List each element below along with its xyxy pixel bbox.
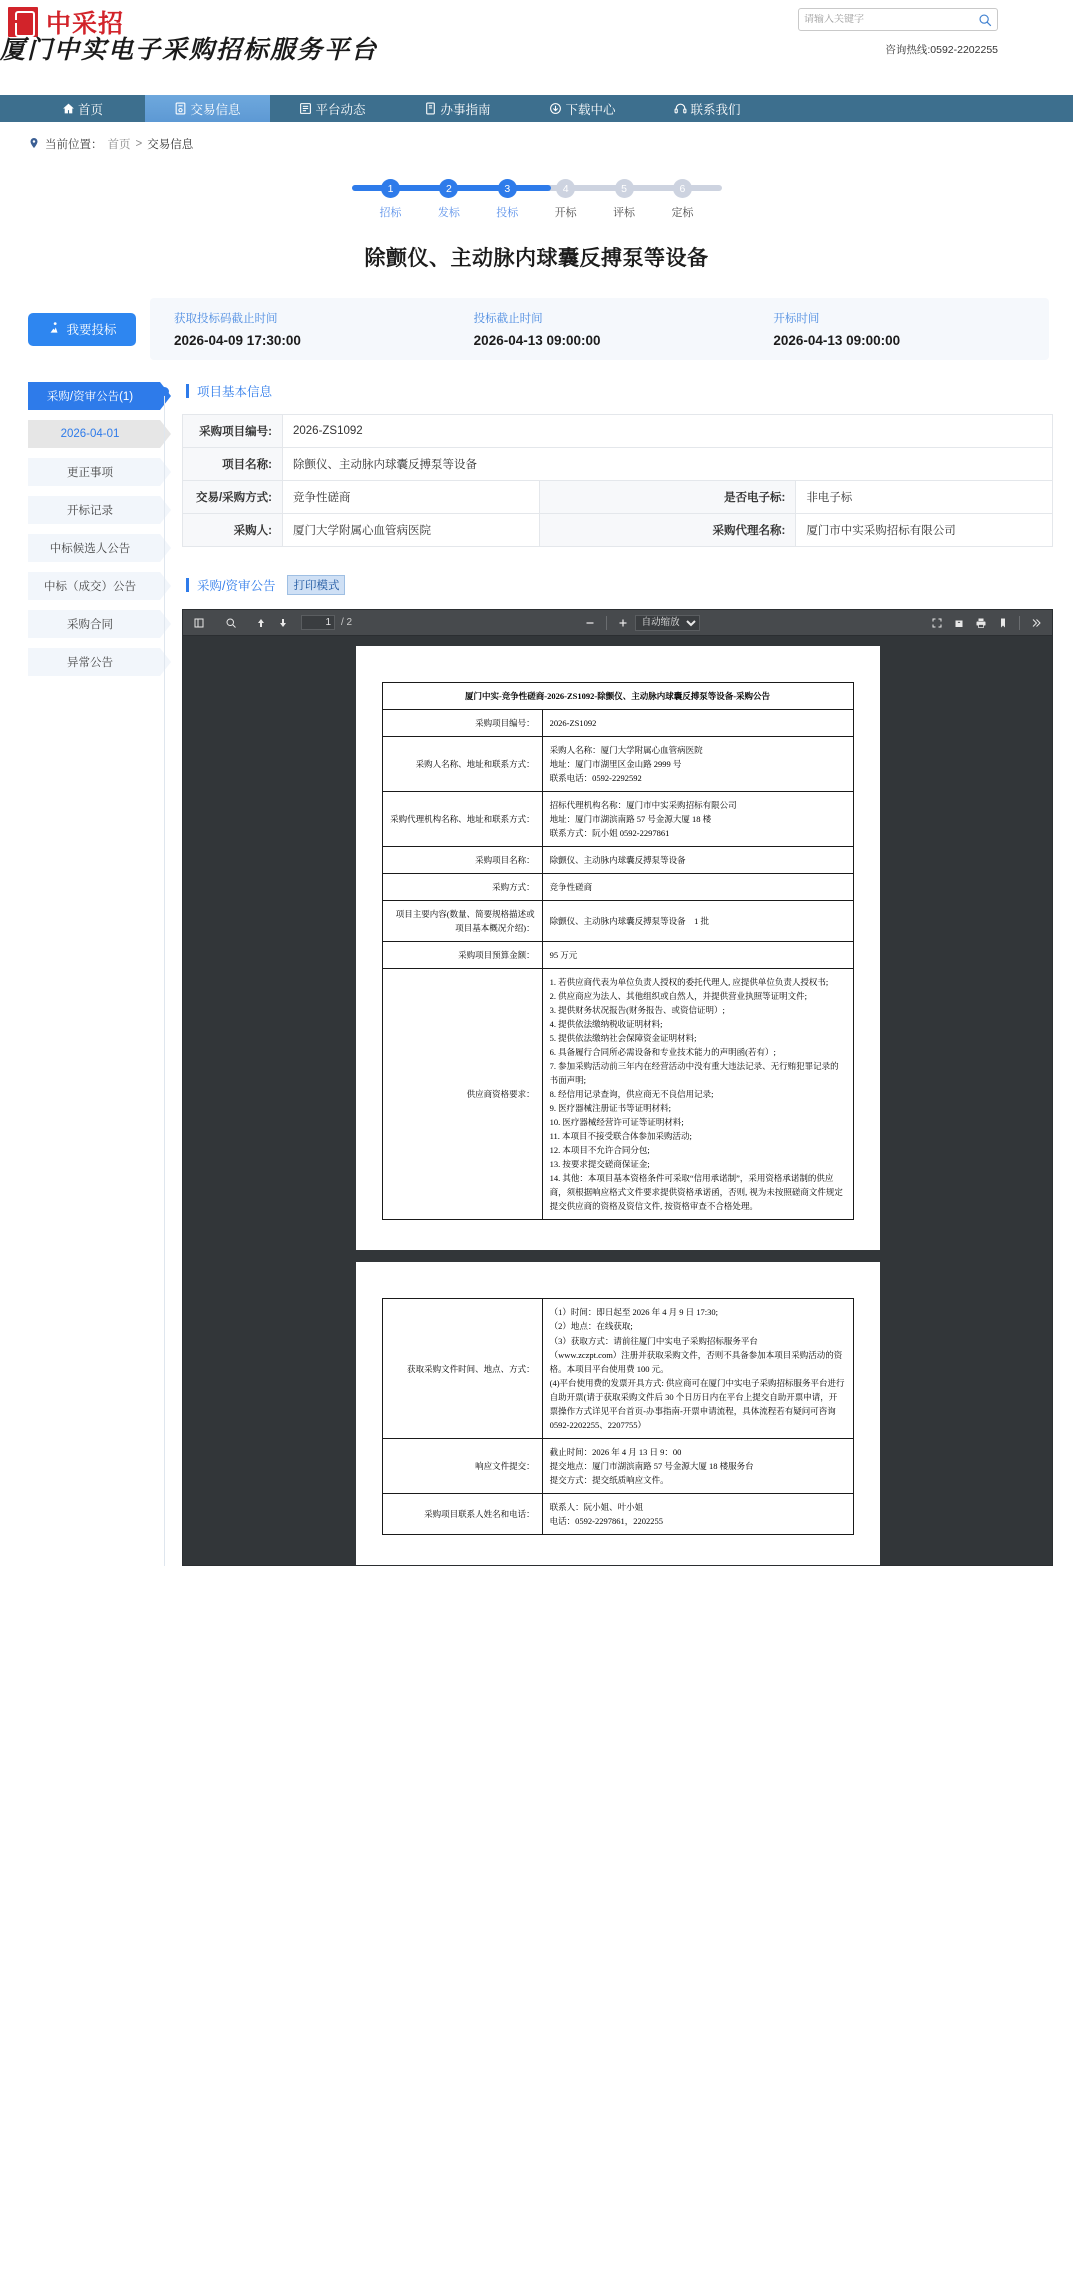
pdf-page-2	[356, 1262, 880, 1564]
step-label: 发标	[437, 207, 460, 219]
bid-action-bar	[0, 298, 1073, 360]
step-number: 2	[439, 179, 458, 198]
step-number: 6	[673, 179, 692, 198]
info-key: 采购项目编号:	[183, 415, 283, 448]
doc-key: 项目主要内容(数量、简要规格描述或项目基本概况介绍)：	[382, 901, 542, 942]
doc-line: 8. 经信用记录查询，供应商无不良信用记录;	[549, 1089, 714, 1100]
doc-line: 提交地点：厦门市湖滨南路 57 号金源大厦 18 楼服务台	[549, 1460, 754, 1471]
doc-value	[542, 847, 853, 874]
announcement-table-page1	[382, 682, 854, 1220]
project-basic-info-table	[182, 414, 1053, 547]
doc-line: 2. 供应商应为法人、其他组织或自然人，并提供营业执照等证明文件;	[549, 991, 807, 1002]
doc-line: （3）获取方式：请前往厦门中实电子采购招标服务平台	[549, 1335, 758, 1346]
pdf-page-total: / 2	[341, 617, 353, 628]
doc-line: 2026-ZS1092	[549, 718, 597, 729]
pdf-page-1	[356, 646, 880, 1250]
toolbar-divider	[1019, 616, 1020, 630]
info-key: 采购人:	[183, 514, 283, 547]
page-title: 除颤仪、主动脉内球囊反搏泵等设备	[364, 247, 709, 270]
nav-label: 联系我们	[690, 102, 741, 117]
step-number: 3	[498, 179, 517, 198]
info-value: 除颤仪、主动脉内球囊反搏泵等设备	[283, 448, 1053, 481]
content-area	[0, 382, 1073, 1566]
nav-item-guide[interactable]	[395, 95, 520, 122]
timeline-dot-icon	[160, 387, 169, 396]
nav-label: 平台动态	[315, 102, 366, 117]
nav-item-platform-news[interactable]	[270, 95, 395, 122]
info-value: 2026-ZS1092	[283, 415, 1053, 448]
toolbar-divider	[606, 616, 607, 630]
pdf-scroll-area[interactable]	[183, 636, 1052, 1565]
doc-line: 联系人：阮小姐、叶小姐	[549, 1501, 644, 1512]
step-number: 5	[615, 179, 634, 198]
home-icon	[62, 102, 75, 115]
step-label: 投标	[496, 207, 519, 219]
nav-item-transaction-info[interactable]	[145, 95, 270, 122]
nav-label: 交易信息	[190, 102, 241, 117]
table-row	[382, 847, 853, 874]
arrow-up-icon[interactable]	[251, 613, 271, 633]
step-pingbiao[interactable]	[603, 172, 645, 220]
sidebar-item-label: 中标候选人公告	[49, 543, 131, 555]
info-value: 竞争性磋商	[283, 481, 540, 514]
doc-line: 提交方式：提交纸质响应文件。	[549, 1474, 669, 1485]
table-row	[382, 969, 853, 1220]
doc-line: 12. 本项目不允许合同分包;	[549, 1145, 650, 1156]
doc-line: 9. 医疗器械注册证书等证明材料;	[549, 1103, 671, 1114]
doc-value	[542, 874, 853, 901]
doc-key: 供应商资格要求：	[382, 969, 542, 1220]
doc-line: 联系方式：阮小姐 0592-2297861	[549, 828, 670, 839]
doc-key: 响应文件提交：	[382, 1438, 542, 1493]
step-number: 1	[381, 179, 400, 198]
table-row	[382, 1493, 853, 1534]
main-column	[160, 382, 1053, 1566]
breadcrumb-separator: >	[135, 138, 143, 150]
table-row	[382, 901, 853, 942]
sidebar-item-label: 2026-04-01	[60, 428, 120, 440]
step-number: 4	[556, 179, 575, 198]
doc-line: 地址：厦门市湖滨南路 57 号金源大厦 18 楼	[549, 814, 712, 825]
table-row	[382, 1438, 853, 1493]
doc-value	[542, 1299, 853, 1438]
deadline-bid-code	[150, 310, 450, 348]
deadline-value: 2026-04-13 09:00:00	[773, 333, 901, 348]
doc-line: 电话：0592-2297861，2202255	[549, 1515, 663, 1526]
doc-line: 采购人名称：厦门大学附属心血管病医院	[549, 745, 703, 756]
breadcrumb-home-link[interactable]: 首页	[107, 139, 131, 151]
doc-line: 招标代理机构名称：厦门市中实采购招标有限公司	[549, 800, 737, 811]
table-row	[382, 792, 853, 847]
step-label: 招标	[379, 207, 402, 219]
nav-item-home[interactable]	[20, 95, 145, 122]
site-header	[0, 0, 1073, 95]
nav-item-contact[interactable]	[645, 95, 770, 122]
sidebar-item-corrections[interactable]	[28, 458, 160, 486]
doc-key: 采购项目预算金额：	[382, 942, 542, 969]
doc-value	[542, 792, 853, 847]
step-label: 定标	[671, 207, 694, 219]
table-row	[183, 415, 1053, 448]
sidebar-item-purchase-announcement[interactable]	[28, 382, 160, 410]
step-zhaobiao[interactable]	[370, 172, 412, 220]
minus-icon[interactable]	[580, 613, 600, 633]
headset-icon	[674, 102, 687, 115]
table-row	[183, 481, 1053, 514]
info-key: 采购代理名称:	[539, 514, 796, 547]
table-row	[183, 514, 1053, 547]
table-row	[382, 737, 853, 792]
breadcrumb	[0, 122, 1073, 166]
search-box[interactable]	[798, 8, 998, 31]
section-accent-bar	[186, 384, 189, 398]
deadline-label: 获取投标码截止时间	[174, 313, 278, 325]
deadline-bid-open	[749, 310, 1049, 348]
sidebar-item-purchase-contract[interactable]	[28, 610, 160, 638]
location-pin-icon	[28, 137, 40, 151]
doc-key: 采购项目名称：	[382, 847, 542, 874]
doc-key: 获取采购文件时间、地点、方式：	[382, 1299, 542, 1438]
guide-book-icon	[424, 102, 437, 115]
sidebar-item-label: 采购合同	[67, 619, 113, 631]
pdf-zoom-select[interactable]	[635, 615, 700, 631]
download-icon	[549, 102, 562, 115]
doc-line: （1）时间：即日起至 2026 年 4 月 9 日 17:30;	[549, 1307, 718, 1318]
doc-line: 竞争性磋商	[549, 882, 593, 893]
pdf-page-input[interactable]	[301, 615, 335, 630]
doc-value	[542, 901, 853, 942]
submit-bid-button[interactable]	[28, 313, 136, 346]
doc-line: （www.zczpt.com）注册并获取采购文件，否则不具备参加本项目采购活动的资格。本项目平台使用费 100 元。	[549, 1349, 843, 1374]
doc-value	[542, 1438, 853, 1493]
nav-item-download[interactable]	[520, 95, 645, 122]
news-icon	[299, 102, 312, 115]
deadline-label: 开标时间	[773, 313, 820, 325]
doc-value	[542, 1493, 853, 1534]
sidebar-toggle-icon[interactable]	[189, 613, 209, 633]
document-title: 厦门中实-竞争性磋商-2026-ZS1092-除颤仪、主动脉内球囊反搏泵等设备-采购公告	[382, 683, 853, 710]
doc-value	[542, 942, 853, 969]
step-fabiao[interactable]	[428, 172, 470, 220]
doc-line: 4. 提供依法缴纳税收证明材料;	[549, 1019, 663, 1030]
table-row	[382, 874, 853, 901]
doc-line: 11. 本项目不接受联合体参加采购活动;	[549, 1131, 692, 1142]
announcement-table-page2	[382, 1298, 854, 1534]
info-key: 交易/采购方式:	[183, 481, 283, 514]
main-navigation	[0, 95, 1073, 122]
doc-line: （2）地点：在线获取;	[549, 1321, 633, 1332]
section-title: 项目基本信息	[197, 385, 273, 399]
plus-icon[interactable]	[613, 613, 633, 633]
document-transaction-icon	[174, 102, 187, 115]
bid-button-label: 我要投标	[66, 323, 117, 337]
announcement-sidebar	[20, 382, 160, 686]
sidebar-item-candidate-announcement[interactable]	[28, 534, 160, 562]
doc-line: 地址：厦门市湖里区金山路 2999 号	[549, 759, 682, 770]
breadcrumb-current: 交易信息	[147, 139, 194, 151]
section-title: 采购/资审公告	[197, 579, 276, 593]
breadcrumb-prefix: 当前位置：	[45, 139, 103, 151]
deadline-value: 2026-04-13 09:00:00	[473, 333, 601, 348]
info-value: 厦门市中实采购招标有限公司	[796, 514, 1053, 547]
search-input[interactable]	[804, 14, 978, 25]
deadline-value: 2026-04-09 17:30:00	[174, 333, 301, 348]
fullscreen-icon[interactable]	[927, 613, 947, 633]
step-label: 开标	[554, 207, 577, 219]
doc-key: 采购项目编号：	[382, 710, 542, 737]
print-mode-button[interactable]: 打印模式	[287, 575, 345, 595]
sidebar-item-date[interactable]	[28, 420, 160, 448]
section-accent-bar	[186, 578, 189, 592]
info-key: 是否电子标:	[539, 481, 796, 514]
deadline-label: 投标截止时间	[473, 313, 543, 325]
bookmark-icon[interactable]	[993, 613, 1013, 633]
doc-value	[542, 710, 853, 737]
doc-line: 5. 提供依法缴纳社会保障资金证明材料;	[549, 1033, 697, 1044]
sidebar-item-bid-opening-record[interactable]	[28, 496, 160, 524]
doc-line: 1. 若供应商代表为单位负责人授权的委托代理人, 应提供单位负责人授权书;	[549, 977, 829, 988]
deadline-bid-submit	[450, 310, 750, 348]
nav-label: 办事指南	[440, 102, 491, 117]
doc-line: 13. 按要求提交磋商保证金;	[549, 1159, 650, 1170]
table-row	[382, 683, 853, 710]
doc-key: 采购项目联系人姓名和电话：	[382, 1493, 542, 1534]
doc-key: 采购人名称、地址和联系方式：	[382, 737, 542, 792]
doc-line: 14. 其他：本项目基本资格条件可采取“信用承诺制”，采用资格承诺制的供应商，须根据响应格式文件要求提供资格承诺函，否则, 视为未按照磋商文件规定提交供应商的资格及资信文件, 按资格审查不合格处理。	[549, 1173, 843, 1212]
table-row	[382, 1299, 853, 1438]
search-icon[interactable]	[221, 613, 241, 633]
pdf-viewer	[182, 609, 1053, 1566]
step-label: 评标	[613, 207, 636, 219]
bid-process-stepper	[352, 172, 722, 222]
doc-line: 联系电话：0592-2292592	[549, 773, 642, 784]
sidebar-item-abnormal-announcement[interactable]	[28, 648, 160, 676]
info-value: 非电子标	[796, 481, 1053, 514]
search-icon[interactable]	[978, 13, 992, 27]
doc-value	[542, 737, 853, 792]
bid-person-icon	[47, 321, 61, 338]
nav-label: 下载中心	[565, 102, 616, 117]
announcement-header	[182, 575, 1053, 595]
info-key: 项目名称:	[183, 448, 283, 481]
logo-text: 中采招	[46, 10, 125, 38]
doc-line: 截止时间：2026 年 4 月 13 日 9：00	[549, 1446, 682, 1457]
info-value: 厦门大学附属心血管病医院	[283, 514, 540, 547]
platform-name: 厦门中实电子采购招标服务平台	[0, 35, 379, 64]
sidebar-item-label: 更正事项	[67, 467, 113, 479]
printer-icon[interactable]	[971, 613, 991, 633]
sidebar-item-label: 开标记录	[67, 505, 113, 517]
doc-key: 采购代理机构名称、地址和联系方式：	[382, 792, 542, 847]
pdf-toolbar	[183, 610, 1052, 636]
table-row	[382, 942, 853, 969]
sidebar-item-award-announcement[interactable]	[28, 572, 160, 600]
open-file-icon[interactable]	[949, 613, 969, 633]
doc-key: 采购方式：	[382, 874, 542, 901]
doc-line: 95 万元	[549, 950, 578, 961]
doc-line: 6. 具备履行合同所必需设备和专业技术能力的声明函(若有）;	[549, 1047, 776, 1058]
step-toubiao[interactable]	[486, 172, 528, 220]
table-row	[382, 710, 853, 737]
basic-info-header	[182, 382, 1053, 400]
step-kaibiao[interactable]	[545, 172, 587, 220]
doc-line: 3. 提供财务状况报告(财务报告、或资信证明）;	[549, 1005, 725, 1016]
nav-label: 首页	[77, 102, 103, 117]
table-row	[183, 448, 1053, 481]
doc-line: 7. 参加采购活动前三年内在经营活动中没有重大违法记录、无行贿犯罪记录的书面声明;	[549, 1061, 839, 1086]
step-dingbiao[interactable]	[661, 172, 703, 220]
doc-line: 除颤仪、主动脉内球囊反搏泵等设备	[549, 855, 686, 866]
doc-line: (4)平台使用费的发票开具方式: 供应商可在厦门中实电子采购招标服务平台进行自助开票(请于获取采购文件后 30 个日历日内在平台上提交自助开票申请，开票操作方式详见平台首页-办事指南-开票申请流程，具体流程若有疑问可咨询 0592-2202255、2207755）	[549, 1377, 845, 1430]
sidebar-item-label: 异常公告	[67, 657, 113, 669]
hotline-text: 咨询热线:0592-2202255	[885, 44, 998, 56]
doc-line: 10. 医疗器械经营许可证等证明材料;	[549, 1117, 684, 1128]
arrow-down-icon[interactable]	[273, 613, 293, 633]
sidebar-item-label: 采购/资审公告(1)	[46, 391, 134, 403]
double-chevron-right-icon[interactable]	[1026, 613, 1046, 633]
deadline-panel	[150, 298, 1049, 360]
doc-value	[542, 969, 853, 1220]
sidebar-item-label: 中标（成交）公告	[44, 581, 136, 593]
doc-line: 除颤仪、主动脉内球囊反搏泵等设备 1 批	[549, 916, 710, 927]
